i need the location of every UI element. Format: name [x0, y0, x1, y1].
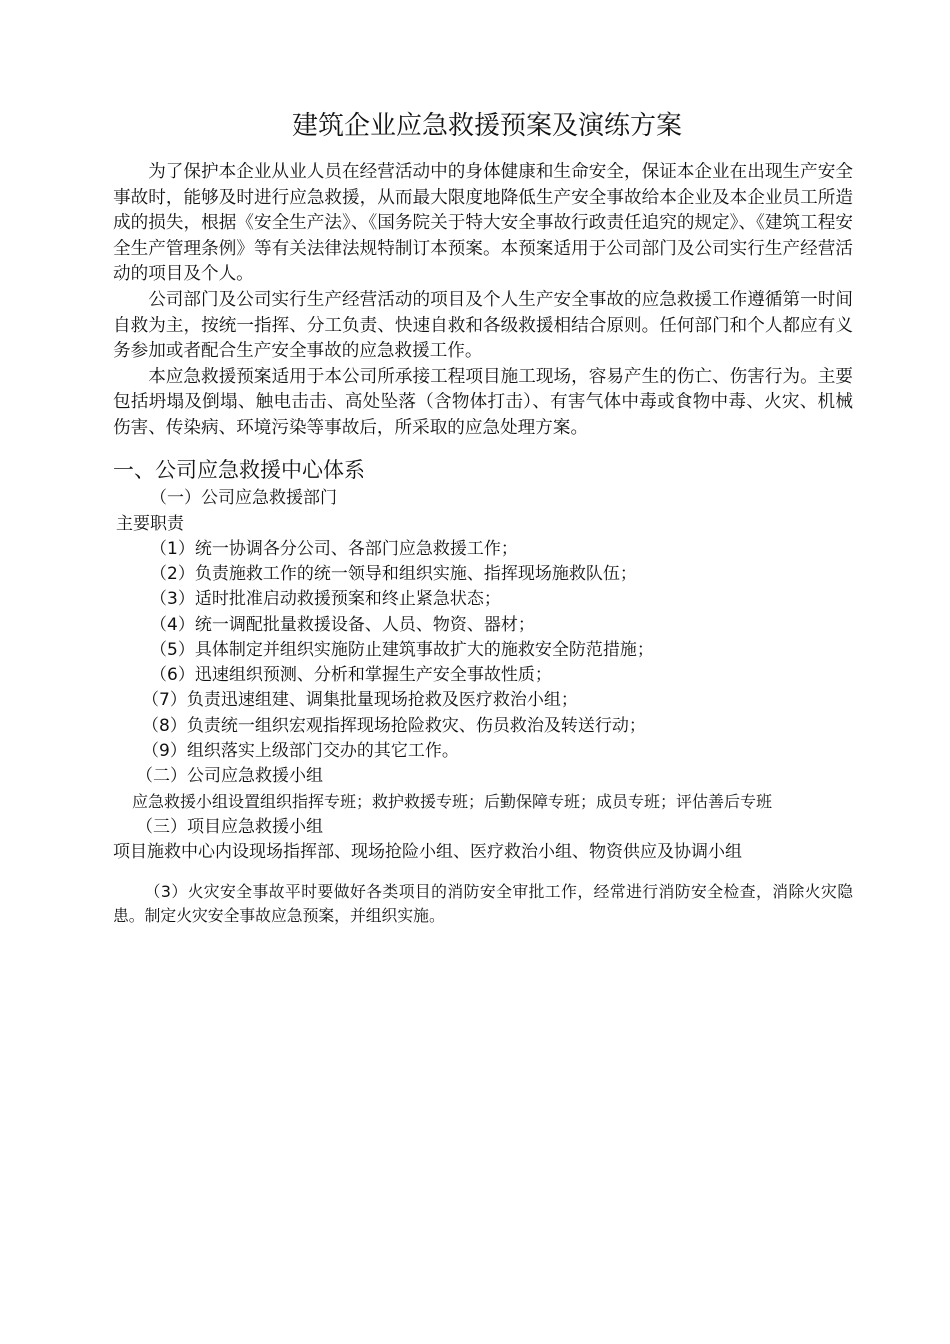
duties-label: 主要职责: [116, 514, 184, 534]
subsection-heading: （一）公司应急救援部门: [150, 488, 337, 508]
duty-item: （8）负责统一组织宏观指挥现场抢险救灾、伤员救治及转送行动；: [142, 716, 646, 736]
duty-item: （3）适时批准启动救援预案和终止紧急状态；: [150, 589, 501, 609]
duty-item: （6）迅速组织预测、分析和掌握生产安全事故性质；: [150, 665, 552, 685]
duty-item: （2）负责施救工作的统一领导和组织实施、指挥现场施救队伍；: [150, 564, 637, 584]
duty-item: （9）组织落实上级部门交办的其它工作。: [142, 741, 459, 761]
intro-paragraph: 公司部门及公司实行生产经营活动的项目及个人生产安全事故的应急救援工作遵循第一时间自救为主，按统一指挥、分工负责、快速自救和各级救援相结合原则。任何部门和个人都应有义务参加或者配合生产安全事故的应急救援工作。: [113, 289, 853, 362]
duty-item: （4）统一调配批量救援设备、人员、物资、器材；: [150, 615, 535, 635]
subsection-heading: （三）项目应急救援小组: [136, 817, 323, 837]
intro-paragraph: 本应急救援预案适用于本公司所承接工程项目施工现场，容易产生的伤亡、伤害行为。主要包括坍塌及倒塌、触电击击、高处坠落（含物体打击）、有害气体中毒或食物中毒、火灾、机械伤害、传染病、环境污染等事故后，所采取的应急处理方案。: [113, 366, 853, 438]
section-heading: 一、公司应急救援中心体系: [113, 458, 365, 482]
subsection-text: 项目施救中心内设现场指挥部、现场抢险小组、医疗救治小组、物资供应及协调小组: [113, 842, 742, 862]
fire-safety-paragraph: （3）火灾安全事故平时要做好各类项目的消防安全审批工作，经常进行消防安全检查，消除火灾隐患。制定火灾安全事故应急预案，并组织实施。: [113, 882, 853, 925]
intro-section: [113, 160, 853, 442]
intro-paragraph: 为了保护本企业从业人员在经营活动中的身体健康和生命安全，保证本企业在出现生产安全事故时，能够及时进行应急救援，从而最大限度地降低生产安全事故给本企业及本企业员工所造成的损失，根据《安全生产法》、《国务院关于特大安全事故行政责任追究的规定》、《建筑工程安全生产管理条例》等有关法律法规特制订本预案。本预案适用于公司部门及公司实行生产经营活动的项目及个人。: [113, 162, 853, 285]
fire-safety-section: [113, 880, 853, 928]
subsection-text: 应急救援小组设置组织指挥专班；救护救援专班；后勤保障专班；成员专班；评估善后专班: [132, 792, 773, 811]
subsection-heading: （二）公司应急救援小组: [136, 766, 323, 786]
duty-item: （1）统一协调各分公司、各部门应急救援工作；: [150, 539, 518, 559]
document-title: 建筑企业应急救援预案及演练方案: [291, 111, 682, 141]
duty-item: （7）负责迅速组建、调集批量现场抢救及医疗救治小组；: [142, 690, 578, 710]
duty-item: （5）具体制定并组织实施防止建筑事故扩大的施救安全防范措施；: [150, 640, 654, 660]
